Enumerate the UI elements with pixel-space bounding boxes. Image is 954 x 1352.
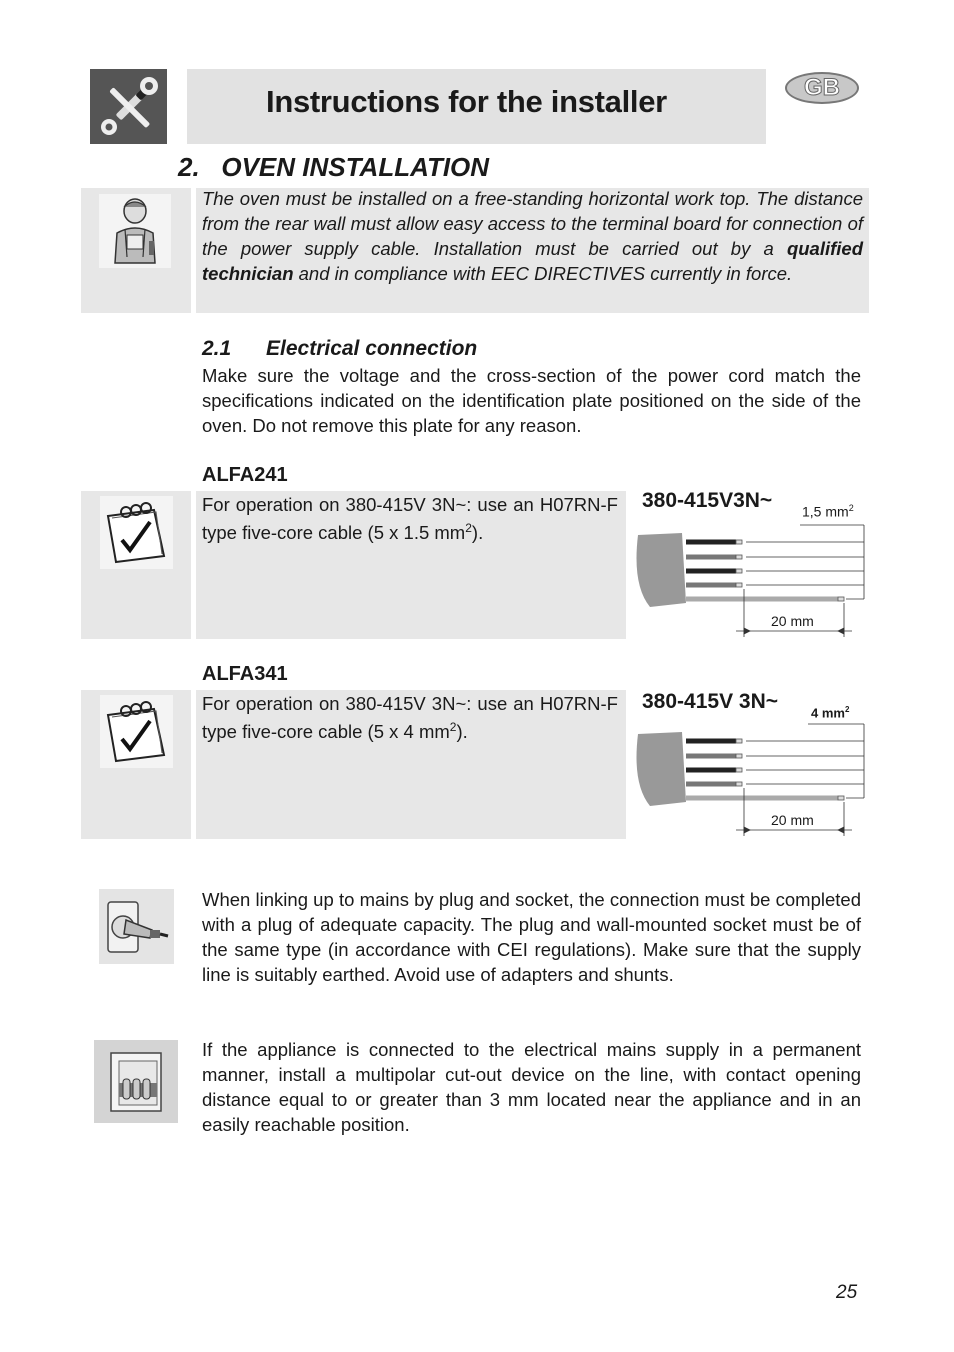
alfa241-cable-diagram (630, 515, 870, 640)
alfa341-length-label: 20 mm (771, 812, 814, 828)
alfa241-text: For operation on 380-415V 3N~: use an H07RN-F type five-core cable (5 x 1.5 mm (202, 494, 618, 543)
alfa241-text-sup: 2 (465, 520, 472, 535)
section-title: 2. OVEN INSTALLATION (178, 152, 490, 182)
alfa341-text-sup: 2 (449, 719, 457, 734)
alfa241-length-label: 20 mm (771, 613, 814, 629)
alfa341-voltage-label: 380-415V 3N~ (642, 690, 779, 713)
subsection-title: Electrical connection (266, 337, 478, 360)
intro-text-end: and in compliance with EEC DIRECTIVES currently in force. (293, 263, 793, 284)
alfa241-paragraph (202, 491, 618, 547)
plug-paragraph: When linking up to mains by plug and socket, the connection must be completed with a plug of adequate capacity. The plug and wall-mounted socket must be of the same type (in accordance with CEI regulations). Make sure that the supply line is suitably earthed. Avoid use of adapters and shunts. (202, 889, 861, 985)
alfa341-text-end: ). (456, 721, 468, 742)
alfa241-text-end: ). (471, 522, 484, 543)
notepad-check-icon (100, 496, 173, 569)
intro-text-bold: qualified technician (202, 238, 863, 284)
language-badge: GB (785, 72, 859, 104)
permanent-paragraph: If the appliance is connected to the electrical mains supply in a permanent manner, install a multipolar cut-out device on the line, with contact opening distance equal to or greater than 3 mm located near the appliance and in an easily reachable position. (202, 1039, 861, 1135)
alfa341-paragraph (202, 690, 618, 746)
intro-text-start: The oven must be installed on a free-standing horizontal work top. The distance from the rear wall must allow easy access to the terminal board for connection of the power supply cable. Installation must be carried out by a (202, 188, 863, 259)
alfa241-voltage-label: 380-415V3N~ (642, 489, 773, 512)
alfa241-section-value: 1,5 mm (802, 503, 849, 520)
subsection-number: 2.1 (202, 337, 232, 360)
cutout-switch-icon (94, 1040, 178, 1123)
page-title: Instructions for the installer (266, 84, 667, 119)
model-name-alfa241: ALFA241 (202, 464, 288, 486)
notepad-check-icon (100, 695, 173, 768)
tools-icon (90, 69, 167, 144)
subsection-paragraph: Make sure the voltage and the cross-section of the power cord match the specifications indicated on the identification plate positioned on the side of the oven. Do not remove this plate for any reason. (202, 365, 861, 436)
alfa241-section-sup: 2 (848, 503, 854, 513)
alfa341-section-sup: 2 (844, 705, 850, 714)
alfa341-cable-diagram (630, 714, 870, 839)
model-name-alfa341: ALFA341 (202, 663, 288, 685)
plug-socket-icon (99, 889, 174, 964)
technician-icon (99, 194, 171, 268)
page-number: 25 (836, 1282, 858, 1303)
alfa341-section-value: 4 mm (811, 705, 845, 721)
intro-paragraph (202, 186, 863, 286)
alfa341-text: For operation on 380-415V 3N~: use an H07RN-F type five-core cable (5 x 4 mm (202, 693, 618, 742)
